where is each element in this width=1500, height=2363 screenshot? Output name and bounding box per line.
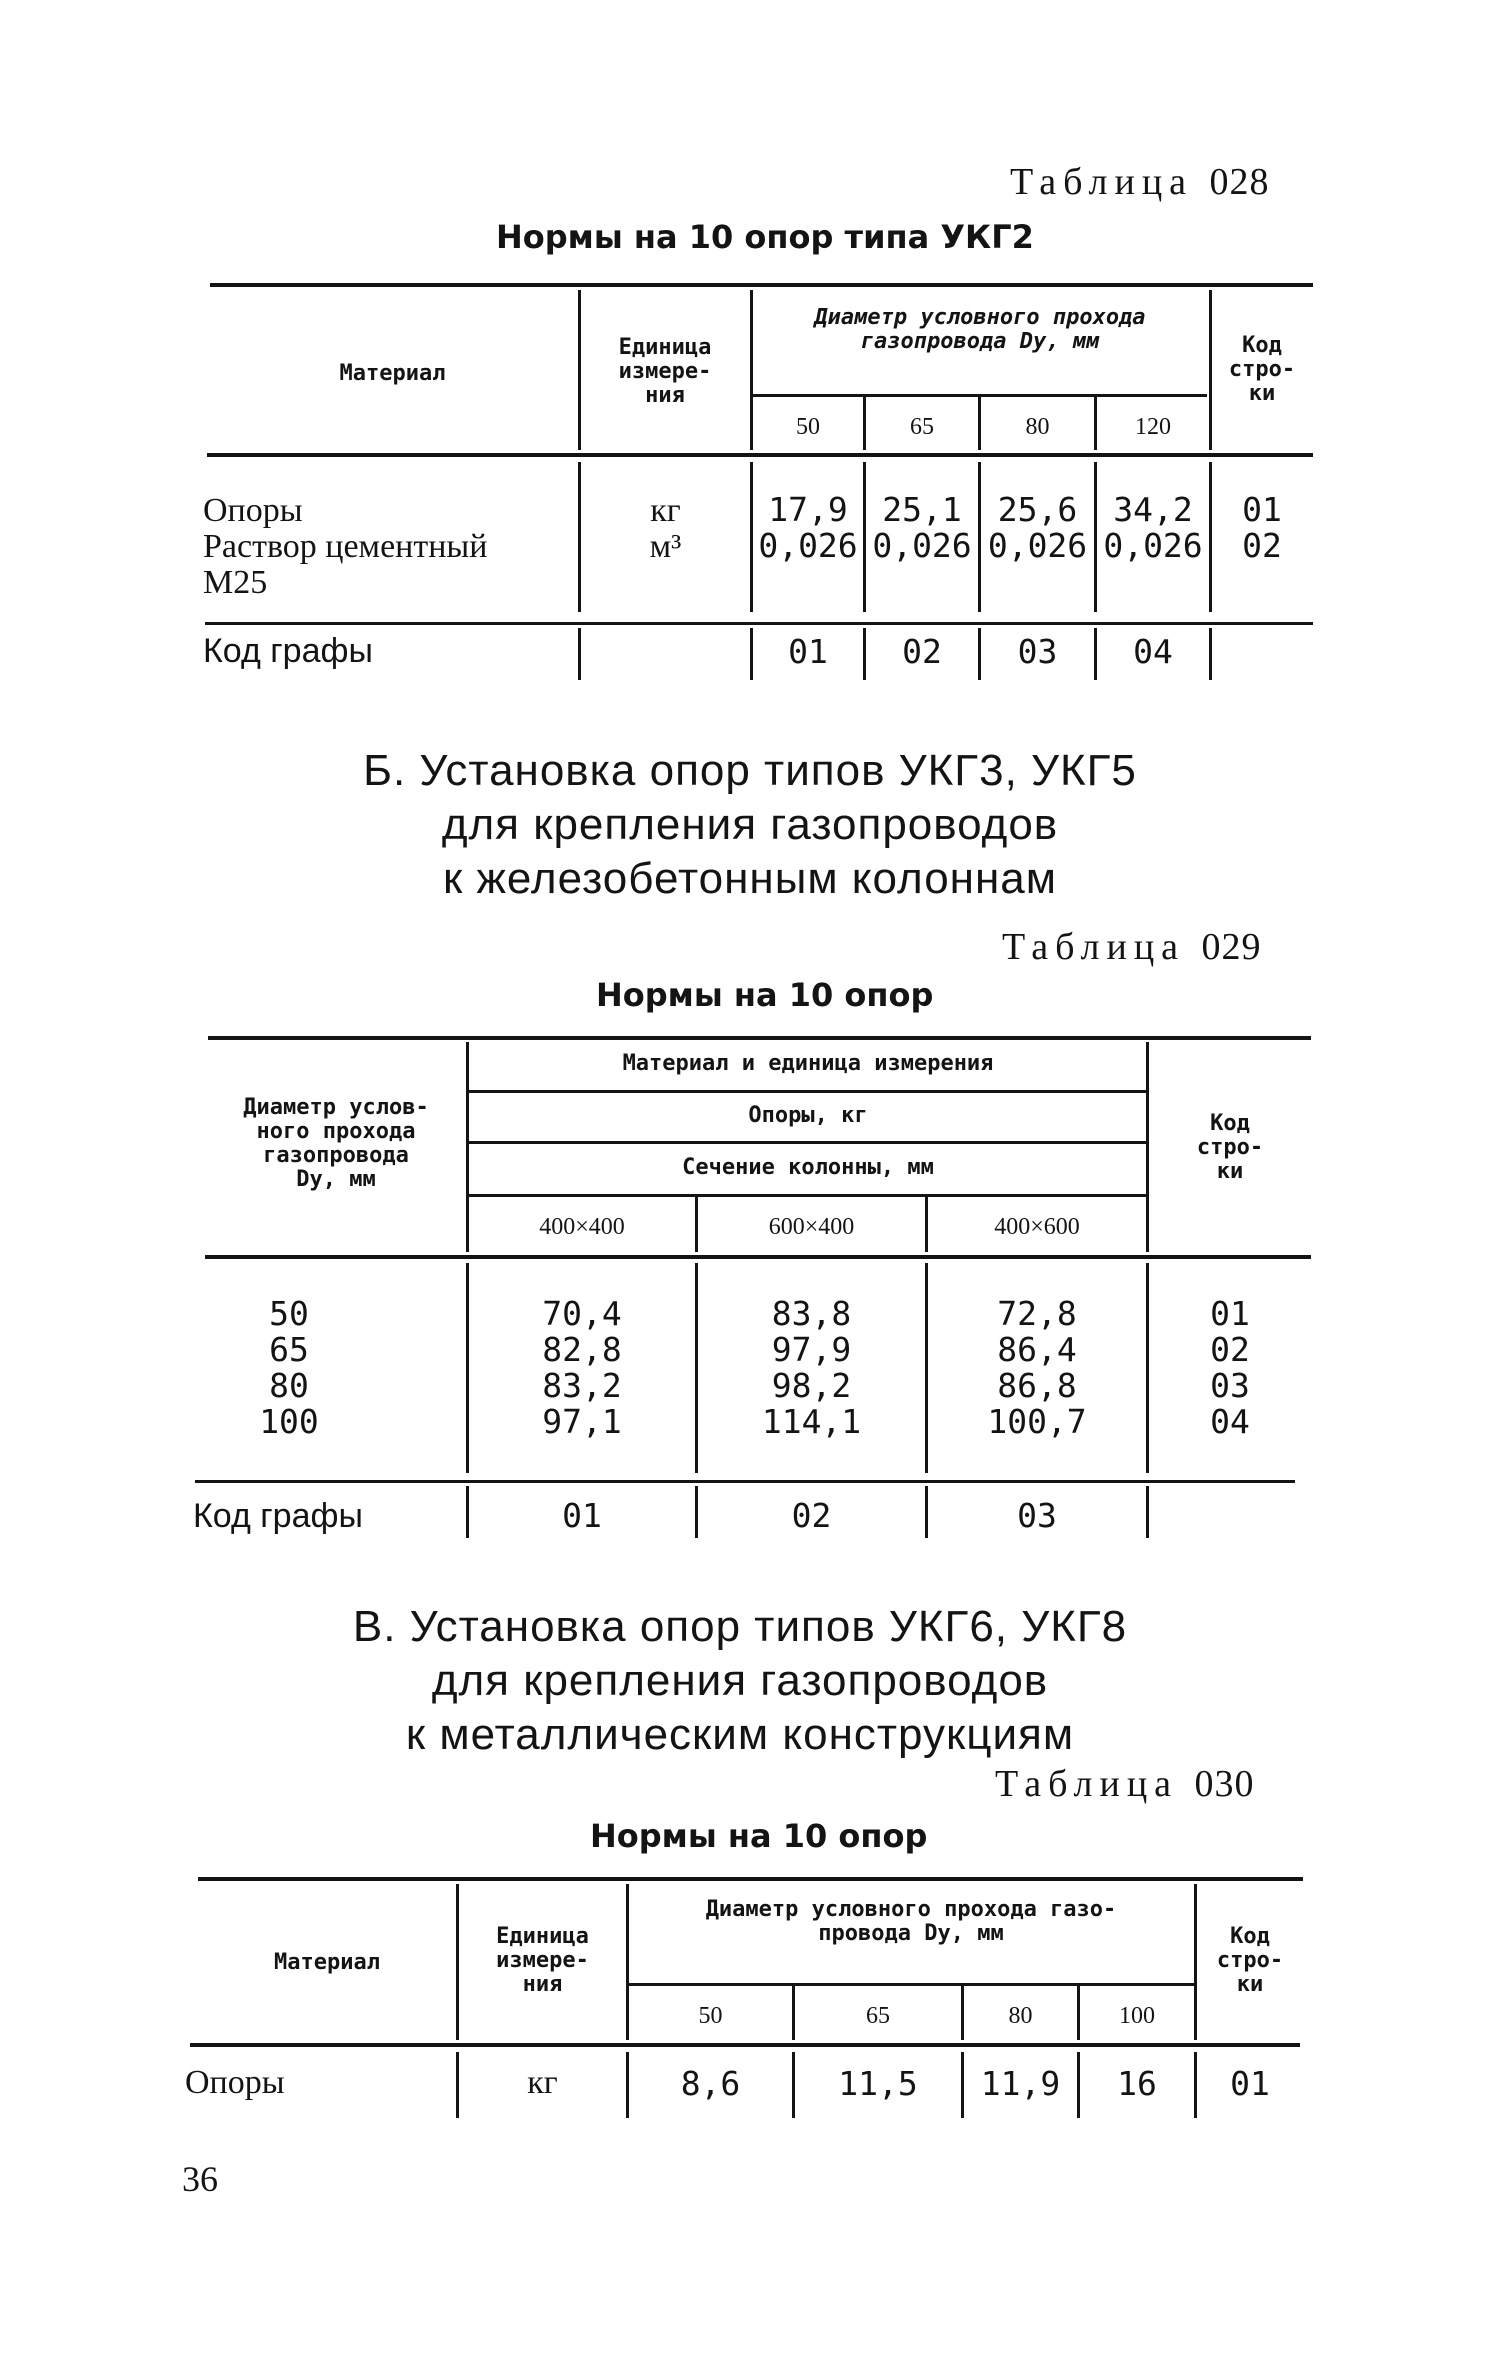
value-cell: 72,8 <box>997 1294 1077 1333</box>
diameter-value: 80 <box>269 1366 309 1405</box>
header-code <box>1197 1925 1303 1997</box>
column-code: 01 <box>562 1496 602 1535</box>
header-code <box>1149 1112 1311 1184</box>
section-heading-line: для крепления газопроводов <box>431 1656 1049 1705</box>
value-cell: 0,026 <box>987 526 1088 565</box>
col-header: 80 <box>1025 414 1050 440</box>
row-unit: кг <box>527 2064 558 2101</box>
value-cell: 98,2 <box>771 1366 852 1405</box>
header-diameter-line: Диаметр услов- <box>243 1095 429 1120</box>
rule <box>207 453 1313 457</box>
value-column <box>469 1296 695 1440</box>
rule <box>468 1090 1146 1093</box>
rule <box>205 622 1313 625</box>
col-header: 65 <box>866 2003 890 2029</box>
header-material-unit: Материал и единица измерения <box>622 1051 994 1076</box>
header-unit-line: Единица <box>618 335 712 360</box>
row-material: Опоры <box>185 2064 285 2101</box>
column-code: 02 <box>791 1496 832 1535</box>
header-unit <box>582 336 748 408</box>
rule <box>468 1141 1146 1144</box>
rule <box>578 628 581 680</box>
col-header: 50 <box>698 2003 723 2029</box>
row-diameter <box>220 1296 460 1440</box>
col-header: 80 <box>1008 2003 1033 2029</box>
rule <box>210 283 1313 287</box>
header-code-line: Код <box>1210 1111 1250 1136</box>
value-cell: 97,9 <box>771 1330 852 1369</box>
value-cell: 83,8 <box>771 1294 852 1333</box>
caption-word: Таблица <box>1002 926 1186 968</box>
value-cell: 16 <box>1117 2064 1157 2103</box>
column-code: 03 <box>1017 632 1058 671</box>
column-code: 02 <box>902 632 942 671</box>
rule <box>195 1480 1295 1483</box>
value-cell: 11,9 <box>980 2064 1061 2103</box>
caption-word: Таблица <box>995 1763 1179 1805</box>
caption-word: Таблица <box>1010 161 1194 203</box>
col-header: 100 <box>1119 2003 1155 2029</box>
header-code-line: стро- <box>1196 1135 1264 1160</box>
header-code-line: ки <box>1248 381 1276 406</box>
caption-number: 030 <box>1194 1763 1255 1805</box>
col-header: 120 <box>1135 414 1171 440</box>
column-code-label: Код графы <box>193 1497 363 1535</box>
value-cell: 100,7 <box>987 1402 1087 1441</box>
column-code: 01 <box>788 632 828 671</box>
value-cell: 83,2 <box>542 1366 622 1405</box>
header-diameter-line: ного прохода <box>256 1119 416 1144</box>
header-code-line: ки <box>1216 1159 1244 1184</box>
value-cell: 11,5 <box>838 2064 918 2103</box>
header-diameter <box>208 1096 464 1192</box>
row-unit: кг <box>650 492 681 529</box>
column-code: 04 <box>1133 632 1173 671</box>
section-heading-line: к железобетонным колоннам <box>443 854 1057 903</box>
row-code: 04 <box>1210 1402 1250 1441</box>
header-code-line: Код <box>1242 333 1282 358</box>
header-supports: Опоры, кг <box>748 1103 868 1128</box>
header-diameter-line: Диаметр условного прохода <box>814 305 1146 330</box>
code-column <box>1149 1296 1311 1440</box>
row-material: Раствор цементный <box>203 528 488 565</box>
table-029-title: Нормы на 10 опор <box>596 976 934 1014</box>
header-diameter <box>754 306 1206 354</box>
header-material: Материал <box>339 361 446 386</box>
value-cell: 70,4 <box>542 1294 622 1333</box>
rule <box>198 1877 1303 1881</box>
row-code: 02 <box>1242 526 1282 565</box>
col-header: 400×600 <box>994 1214 1080 1240</box>
header-diameter-line: Диаметр условного прохода газо- <box>705 1897 1117 1922</box>
header-unit-line: Единица <box>496 1924 589 1949</box>
rule <box>628 1983 1194 1986</box>
col-header: 600×400 <box>768 1214 855 1240</box>
table-028-caption <box>1010 160 1270 204</box>
value-cell: 17,9 <box>768 490 848 529</box>
header-section: Сечение колонны, мм <box>682 1155 934 1180</box>
diameter-value: 50 <box>269 1294 309 1333</box>
value-column <box>928 1296 1146 1440</box>
value-cell: 86,4 <box>997 1330 1077 1369</box>
section-b-heading <box>250 744 1250 906</box>
header-unit-line: измере- <box>496 1948 589 1973</box>
header-unit-line: ния <box>522 1972 563 1997</box>
row-unit: м³ <box>649 528 682 565</box>
value-cell: 0,026 <box>1103 526 1203 565</box>
value-cell: 0,026 <box>872 526 972 565</box>
header-unit <box>459 1925 626 1997</box>
header-material: Материал <box>274 1950 380 1975</box>
caption-number: 028 <box>1209 161 1270 203</box>
value-cell: 0,026 <box>758 526 858 565</box>
table-030-title: Нормы на 10 опор <box>590 1817 928 1855</box>
header-unit-line: ния <box>645 383 685 408</box>
section-v-heading <box>240 1600 1240 1762</box>
section-heading-line: для крепления газопроводов <box>441 800 1059 849</box>
value-cell: 34,2 <box>1113 490 1193 529</box>
section-heading-line: В. Установка опор типов УКГ6, УКГ8 <box>352 1602 1128 1651</box>
rule <box>468 1194 1146 1197</box>
header-diameter-line: газопровода Dу, мм <box>860 329 1100 354</box>
header-diameter-line: провода Dу, мм <box>818 1921 1004 1946</box>
table-030-caption <box>995 1762 1255 1806</box>
diameter-value: 65 <box>269 1330 309 1369</box>
caption-number: 029 <box>1201 926 1262 968</box>
rule <box>208 1036 1311 1040</box>
header-diameter-line: Dу, мм <box>296 1167 376 1192</box>
row-code: 03 <box>1210 1366 1250 1405</box>
header-code-line: стро- <box>1228 357 1296 382</box>
rule <box>1146 1486 1149 1538</box>
col-header: 400×400 <box>539 1214 625 1240</box>
header-code-line: Код <box>1230 1924 1270 1949</box>
header-diameter-line: газопровода <box>263 1143 409 1168</box>
value-cell: 97,1 <box>542 1402 622 1441</box>
header-code-line: ки <box>1236 1972 1264 1997</box>
value-cell: 25,6 <box>997 490 1078 529</box>
section-heading-line: к металлическим конструкциям <box>405 1710 1075 1759</box>
value-cell: 114,1 <box>761 1402 862 1441</box>
row-code: 02 <box>1210 1330 1250 1369</box>
row-material: Опоры <box>203 492 303 529</box>
col-header: 65 <box>910 414 934 440</box>
column-code-label: Код графы <box>203 632 373 670</box>
section-heading-line: Б. Установка опор типов УКГ3, УКГ5 <box>363 746 1137 795</box>
column-code: 03 <box>1017 1496 1057 1535</box>
rule <box>190 2043 1300 2047</box>
header-code-line: стро- <box>1216 1948 1284 1973</box>
value-column <box>698 1296 925 1440</box>
rule <box>1209 628 1212 680</box>
row-code: 01 <box>1230 2064 1270 2103</box>
value-cell: 25,1 <box>882 490 962 529</box>
row-code: 01 <box>1210 1294 1250 1333</box>
header-code <box>1212 334 1312 406</box>
value-cell: 8,6 <box>680 2064 741 2103</box>
row-material-line2: М25 <box>203 564 268 601</box>
header-unit-line: измере- <box>618 359 712 384</box>
table-029-caption <box>1002 925 1262 969</box>
page-number: 36 <box>182 2159 218 2199</box>
value-cell: 82,8 <box>542 1330 622 1369</box>
rule <box>205 1255 1311 1259</box>
col-header: 50 <box>796 414 820 440</box>
value-cell: 86,8 <box>997 1366 1077 1405</box>
header-diameter <box>630 1898 1192 1946</box>
diameter-value: 100 <box>259 1402 319 1441</box>
table-028-title: Нормы на 10 опор типа УКГ2 <box>496 218 1034 256</box>
row-code: 01 <box>1242 490 1282 529</box>
rule <box>578 290 581 450</box>
